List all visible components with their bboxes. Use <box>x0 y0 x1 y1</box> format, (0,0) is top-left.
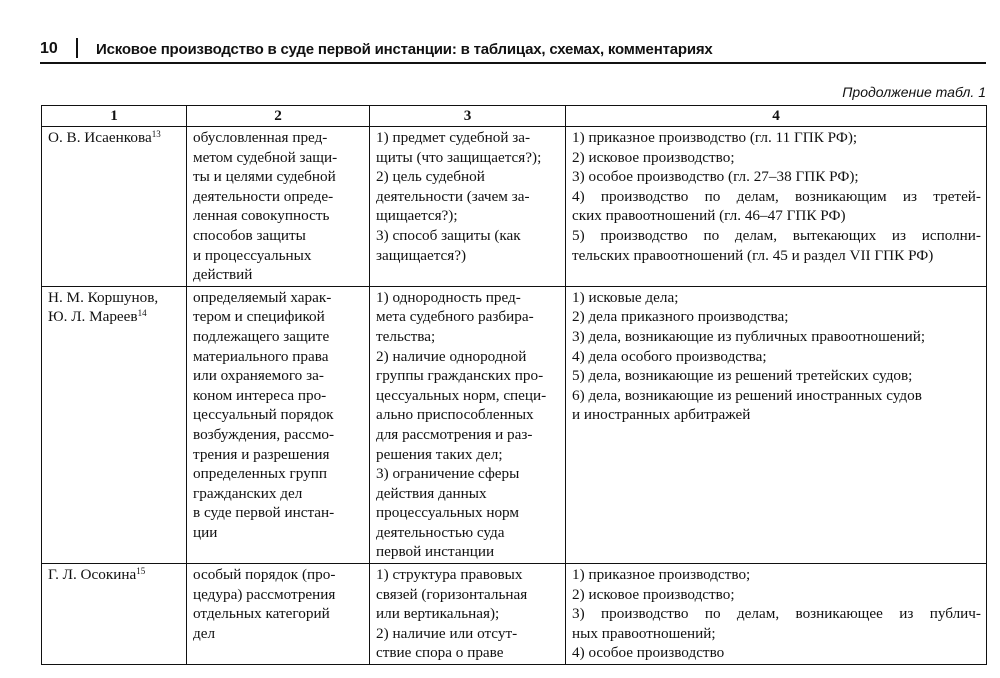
cell-text-line: ных правоотношений; <box>572 624 716 642</box>
cell-text-line: 2) исковое производство; <box>572 585 735 603</box>
cell-text-line: деятельности опреде- <box>193 187 334 205</box>
column-header: 4 <box>566 106 987 127</box>
cell-text-line: определенных групп <box>193 465 327 483</box>
cell-text-line: тером и спецификой <box>193 308 325 326</box>
cell-text-line: для рассмотрения и раз- <box>376 425 533 443</box>
cell-text-line: деятельности (зачем за- <box>376 187 530 205</box>
cell-text-line: 3) особое производство (гл. 27–38 ГПК РФ); <box>572 168 859 186</box>
cell-text-line: 2) наличие или отсут- <box>376 624 518 642</box>
footnote-marker[interactable]: 14 <box>137 308 147 319</box>
table-header-row <box>42 106 987 127</box>
cell-text-line: отдельных категорий <box>193 605 330 623</box>
cell-text-line: 2) наличие однородной <box>376 347 527 365</box>
cell-text-line: решения таких дел; <box>376 445 503 463</box>
cell-text-line: ции <box>193 523 218 541</box>
author-name-text: Ю. Л. Мареев <box>48 308 138 326</box>
cell-text-line: щищается?); <box>376 207 458 225</box>
cell-text-line: связей (горизонтальная <box>376 585 528 603</box>
column-header: 3 <box>370 106 566 127</box>
cell-text-line: обусловленная пред- <box>193 129 328 146</box>
cell-text-line: или охраняемого за- <box>193 367 324 385</box>
cell-text-line: 4) производство по делам, возникающим из третей- <box>572 187 981 205</box>
column-header: 2 <box>187 106 370 127</box>
cell-text-line: подлежащего защите <box>193 327 330 345</box>
cell-text-line: тельских правоотношений (гл. 45 и раздел VII ГПК РФ) <box>572 246 934 264</box>
cell-text-line: 5) дела, возникающие из решений третейских судов; <box>572 367 913 385</box>
column-header: 1 <box>42 106 187 127</box>
cell-text-line: ствие спора о праве <box>376 644 504 662</box>
classification-table <box>41 105 987 665</box>
page-number: 10 <box>40 40 58 57</box>
cell-text-line: ских правоотношений (гл. 46–47 ГПК РФ) <box>572 207 846 225</box>
running-head: Исковое производство в суде первой инстанции: в таблицах, схемах, комментариях <box>96 41 713 58</box>
cell-text-line: 2) исковое производство; <box>572 148 735 166</box>
cell-text-line: особый порядок (про- <box>193 566 336 584</box>
table-row <box>42 127 987 287</box>
definition-cell <box>187 286 370 563</box>
cell-text-line: 5) производство по делам, вытекающих из исполни- <box>572 226 981 244</box>
cell-text-line: метом судебной защи- <box>193 148 338 166</box>
footnote-marker[interactable]: 15 <box>136 566 146 577</box>
cell-text-line: процессуальных норм <box>376 504 520 522</box>
cell-text-line: 4) дела особого производства; <box>572 347 767 365</box>
cell-text-line: гражданских дел <box>193 484 303 502</box>
author-cell <box>42 127 187 287</box>
cell-text-line: и иностранных арбитражей <box>572 406 751 424</box>
cell-text-line: материального права <box>193 347 329 365</box>
cell-text-line: 2) дела приказного производства; <box>572 308 789 326</box>
cell-text-line: ально приспособленных <box>376 406 534 424</box>
cell-text-line: ты и целями судебной <box>193 168 336 186</box>
footnote-marker[interactable]: 13 <box>151 129 161 139</box>
page-header <box>40 38 986 64</box>
cell-text-line: 3) способ защиты (как <box>376 226 521 244</box>
cell-text-line: 1) исковые дела; <box>572 288 679 306</box>
cell-text-line: 3) производство по делам, возникающее из публич- <box>572 605 981 623</box>
cell-text-line: действия данных <box>376 484 487 502</box>
table-continuation-label: Продолжение табл. 1 <box>842 84 986 100</box>
proceedings-types-cell <box>566 127 987 287</box>
cell-text-line: возбуждения, рассмо- <box>193 425 335 443</box>
cell-text-line: 3) ограничение сферы <box>376 465 520 483</box>
cell-text-line: группы гражданских про- <box>376 367 544 385</box>
cell-text-line: ленная совокупность <box>193 207 330 225</box>
cell-text-line: 1) приказное производство; <box>572 566 751 584</box>
table-row <box>42 286 987 563</box>
criteria-cell <box>370 127 566 287</box>
definition-cell <box>187 127 370 287</box>
author-name <box>48 307 181 327</box>
criteria-cell <box>370 286 566 563</box>
cell-text-line: щиты (что защищается?); <box>376 148 542 166</box>
cell-text-line: определяемый харак- <box>193 288 332 306</box>
author-name-text: Г. Л. Осокина <box>48 566 137 584</box>
author-cell <box>42 564 187 665</box>
cell-text-line: 3) дела, возникающие из публичных правоотношений; <box>572 327 926 345</box>
cell-text-line: или вертикальная); <box>376 605 500 623</box>
author-name-text: О. В. Исаенкова <box>48 129 152 146</box>
cell-text-line: деятельностью суда <box>376 523 505 541</box>
cell-text-line: действий <box>193 266 253 284</box>
author-cell <box>42 286 187 563</box>
cell-text-line: 6) дела, возникающие из решений иностранных судов <box>572 386 922 404</box>
cell-text-line: 4) особое производство <box>572 644 725 662</box>
author-name <box>48 565 181 585</box>
cell-text-line: 1) предмет судебной за- <box>376 129 531 146</box>
criteria-cell <box>370 564 566 665</box>
definition-cell <box>187 564 370 665</box>
author-name <box>48 288 181 308</box>
cell-text-line: первой инстанции <box>376 543 495 561</box>
cell-text-line: дел <box>193 624 216 642</box>
cell-text-line: защищается?) <box>376 246 467 264</box>
cell-text-line: 1) приказное производство (гл. 11 ГПК РФ); <box>572 129 858 146</box>
author-name <box>48 128 181 148</box>
proceedings-types-cell <box>566 564 987 665</box>
proceedings-types-cell <box>566 286 987 563</box>
cell-text-line: 1) однородность пред- <box>376 288 521 306</box>
cell-text-line: коном интереса про- <box>193 386 327 404</box>
cell-text-line: способов защиты <box>193 226 306 244</box>
cell-text-line: в суде первой инстан- <box>193 504 335 522</box>
cell-text-line: тельства; <box>376 327 436 345</box>
cell-text-line: цессуальный порядок <box>193 406 334 424</box>
author-name-text: Н. М. Коршунов, <box>48 288 159 306</box>
cell-text-line: и процессуальных <box>193 246 312 264</box>
cell-text-line: цессуальных норм, специ- <box>376 386 547 404</box>
cell-text-line: цедура) рассмотрения <box>193 585 336 603</box>
cell-text-line: мета судебного разбира- <box>376 308 534 326</box>
cell-text-line: 2) цель судебной <box>376 168 485 186</box>
header-divider <box>76 38 78 58</box>
cell-text-line: 1) структура правовых <box>376 566 523 584</box>
table-row <box>42 564 987 665</box>
cell-text-line: трения и разрешения <box>193 445 330 463</box>
